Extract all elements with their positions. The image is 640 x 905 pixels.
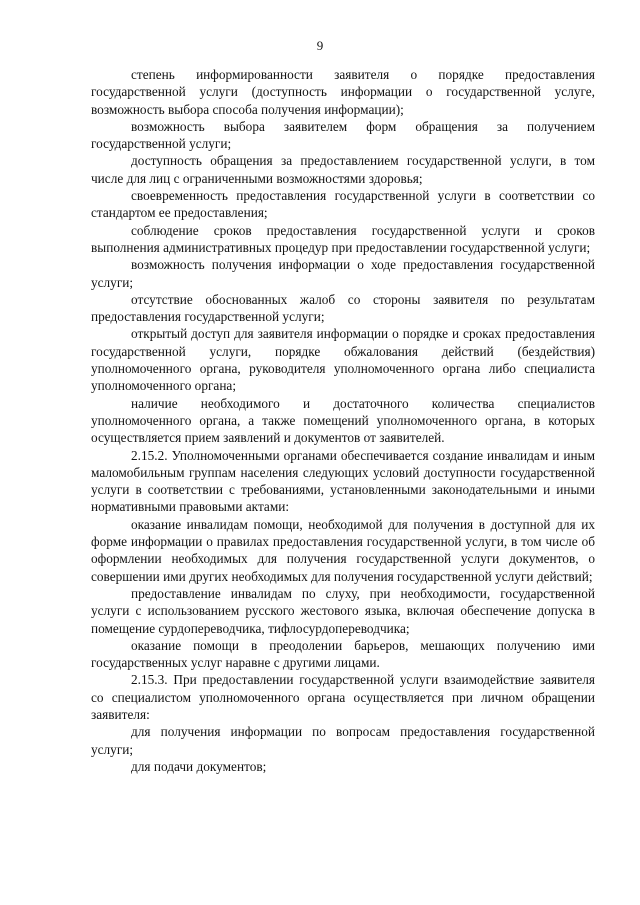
- paragraph: для подачи документов;: [131, 758, 267, 774]
- paragraph: возможность получения информации о ходе предоставления государственной услуги;: [91, 257, 595, 290]
- paragraph: предоставление инвалидам по слуху, при необходимости, государственной услуги с использованием русского жестового языка, включая обеспечение допуска в помещение сурдопереводчика, тифлосурдопереводчика;: [91, 585, 595, 636]
- paragraph: возможность выбора заявителем форм обращения за получением государственной услуги;: [91, 118, 595, 152]
- paragraph: оказание инвалидам помощи, необходимой для получения в доступной для их форме информации о правилах предоставления государственной услуги, в том числе об оформлении необходимых для получения государственной услуги документов, о совершении ими других необходимых для получения государственной услуги действий;: [91, 516, 595, 584]
- paragraph: степень информированности заявителя о порядке предоставления государственной услуги (доступность информации о государственной услуге, возможность выбора способа получения информации);: [91, 67, 595, 117]
- paragraph: своевременность предоставления государственной услуги в соответствии со стандартом ее предоставления;: [91, 188, 595, 221]
- paragraph: отсутствие обоснованных жалоб со стороны заявителя по результатам предоставления государственной услуги;: [91, 291, 595, 325]
- paragraph: 2.15.3. При предоставлении государственной услуги взаимодействие заявителя со специалистом уполномоченного органа осуществляется при личном обращении заявителя:: [91, 672, 595, 722]
- paragraph: соблюдение сроков предоставления государственной услуги и сроков выполнения административных процедур при предоставлении государственной услуги;: [91, 222, 595, 255]
- paragraph: 2.15.2. Уполномоченными органами обеспечивается создание инвалидам и иным маломобильным группам населения следующих условий доступности государственной услуги в соответствии с требованиями, установленными законодательными и иными нормативными правовыми актами:: [91, 447, 595, 515]
- paragraph: наличие необходимого и достаточного количества специалистов уполномоченного органа, а также помещений уполномоченного органа, в которых осуществляется прием заявлений и документов от заявителей.: [91, 395, 595, 446]
- paragraph: оказание помощи в преодолении барьеров, мешающих получению ими государственных услуг наравне с другими лицами.: [91, 637, 595, 671]
- paragraph: доступность обращения за предоставлением государственной услуги, в том числе для лиц с ограниченными возможностями здоровья;: [91, 153, 595, 186]
- paragraph: открытый доступ для заявителя информации о порядке и сроках предоставления государственной услуги, порядке обжалования действий (бездействия) уполномоченного органа, руководителя уполномоченного органа либо специалиста уполномоченного органа;: [91, 326, 595, 394]
- page-number: 9: [316, 38, 324, 53]
- paragraph: для получения информации по вопросам предоставления государственной услуги;: [91, 724, 595, 757]
- document-body: [91, 66, 595, 775]
